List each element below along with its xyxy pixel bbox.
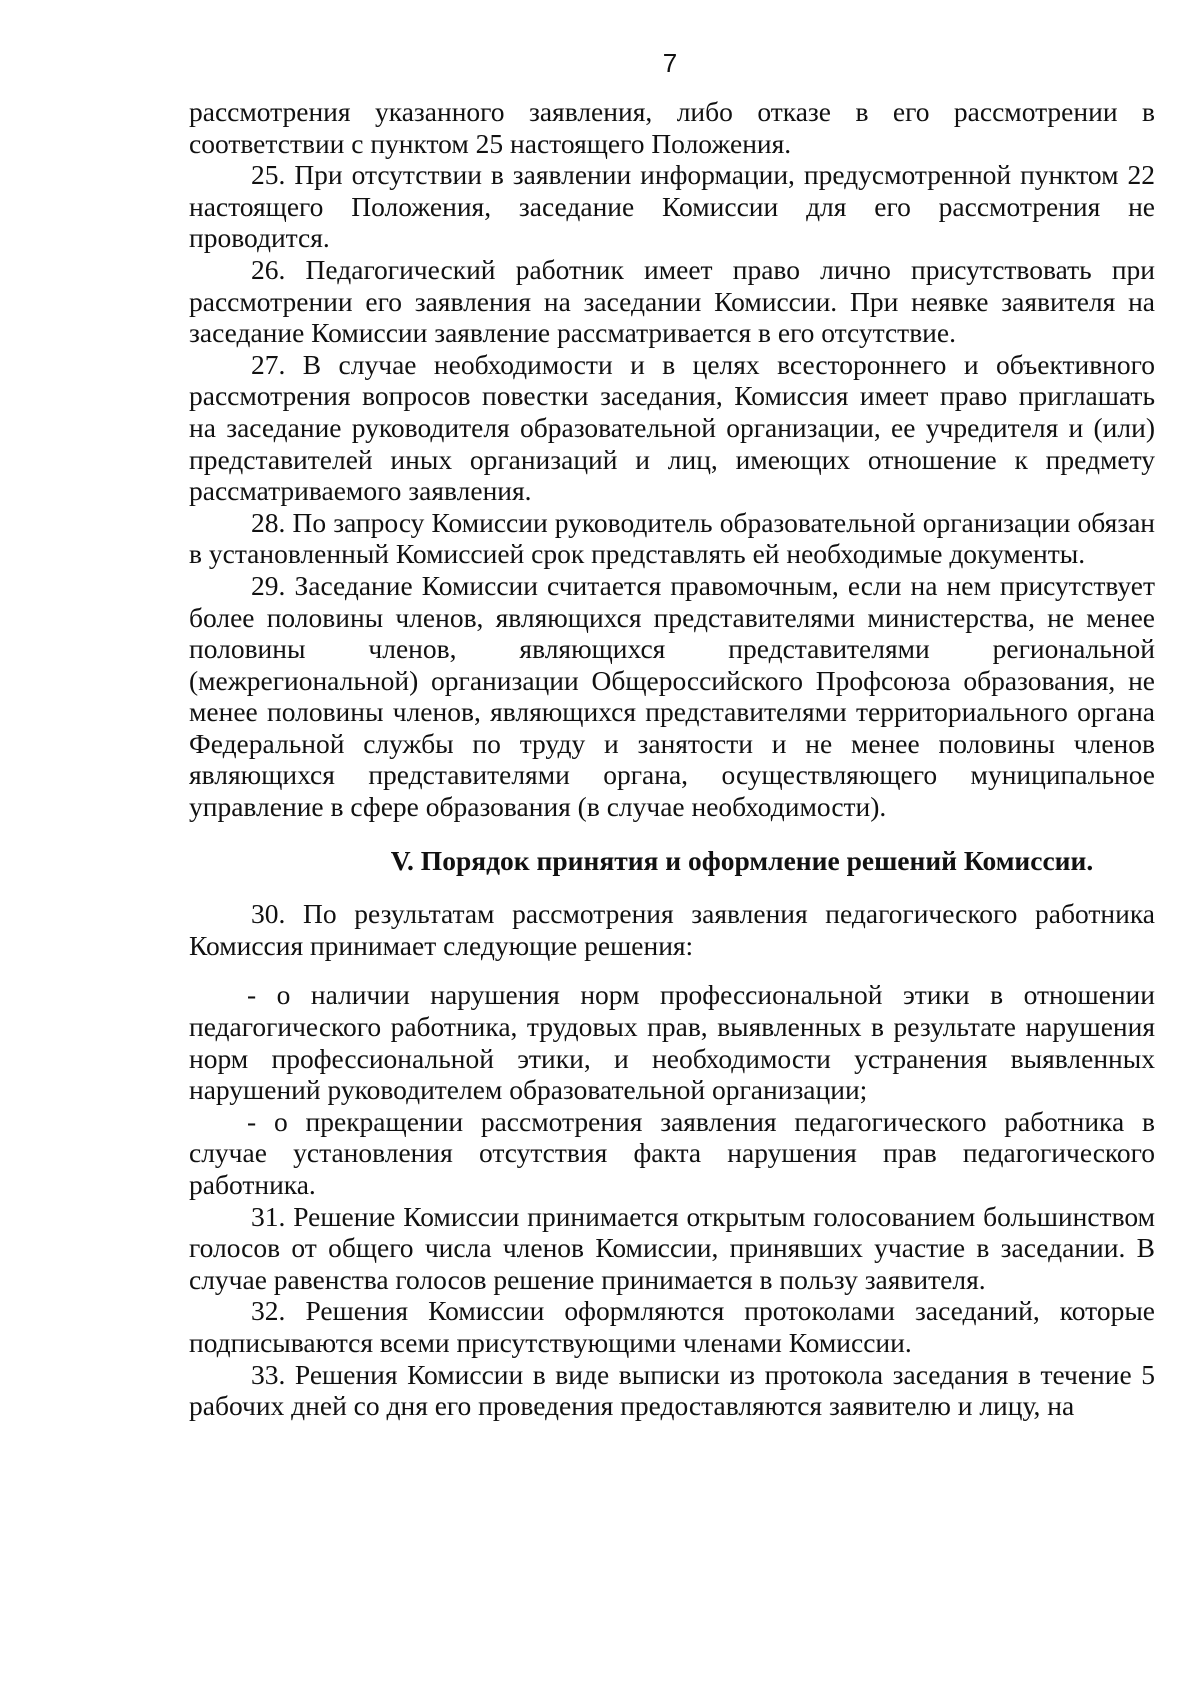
paragraph-32: 32. Решения Комиссии оформляются протоколами заседаний, которые подписываются всеми присутствующими членами Комиссии. [189, 1295, 1155, 1358]
paragraph-26: 26. Педагогический работник имеет право лично присутствовать при рассмотрении его заявления на заседании Комиссии. При неявке заявителя на заседание Комиссии заявление рассматривается в его отсутствие. [189, 253, 1155, 349]
paragraph-30: 30. По результатам рассмотрения заявления педагогического работника Комиссия принимает следующие решения: [189, 898, 1155, 961]
paragraph-28: 28. По запросу Комиссии руководитель образовательной организации обязан в установленный Комиссией срок представлять ей необходимые документы. [189, 506, 1155, 570]
paragraph-25: 25. При отсутствии в заявлении информации, предусмотренной пунктом 22 настоящего Положения, заседание Комиссии для его рассмотрения не проводится. [189, 159, 1155, 254]
document-body [189, 96, 1155, 1422]
decision-item-termination: - о прекращении рассмотрения заявления педагогического работника в случае установления отсутствия факта нарушения прав педагогического работника. [189, 1105, 1155, 1200]
page-number: 7 [662, 48, 678, 78]
paragraph-27: 27. В случае необходимости и в целях всестороннего и объективного рассмотрения вопросов повестки заседания, Комиссия имеет право приглашать на заседание руководителя образовательной организации, ее учредителя и (или) представителей иных организаций и лиц, имеющих отношение к предмету рассматриваемого заявления. [189, 348, 1155, 507]
paragraph-33: 33. Решения Комиссии в виде выписки из протокола заседания в течение 5 рабочих дней со дня его проведения предоставляются заявителю и лицу, на [189, 1358, 1155, 1422]
paragraph-continuation: рассмотрения указанного заявления, либо отказе в его рассмотрении в соответствии с пунктом 25 настоящего Положения. [189, 96, 1155, 159]
paragraph-31: 31. Решение Комиссии принимается открытым голосованием большинством голосов от общего числа членов Комиссии, принявших участие в заседании. В случае равенства голосов решение принимается в пользу заявителя. [189, 1200, 1155, 1295]
decision-item-violation: - о наличии нарушения норм профессиональной этики в отношении педагогического работника, трудовых прав, выявленных в результате нарушения норм профессиональной этики, и необходимости устранения выявленных нарушений руководителем образовательной организации; [189, 979, 1155, 1106]
paragraph-29: 29. Заседание Комиссии считается правомочным, если на нем присутствует более половины членов, являющихся представителями министерства, не менее половины членов, являющихся представителями региональной (межрегиональной) организации Общероссийского Профсоюза образования, не менее половины членов, являющихся представителями территориального органа Федеральной службы по труду и занятости и не менее половины членов являющихся представителями органа, осуществляющего муниципальное управление в сфере образования (в случае необходимости). [189, 569, 1155, 823]
section-title: V. Порядок принятия и оформление решений Комиссии. [390, 844, 1094, 876]
